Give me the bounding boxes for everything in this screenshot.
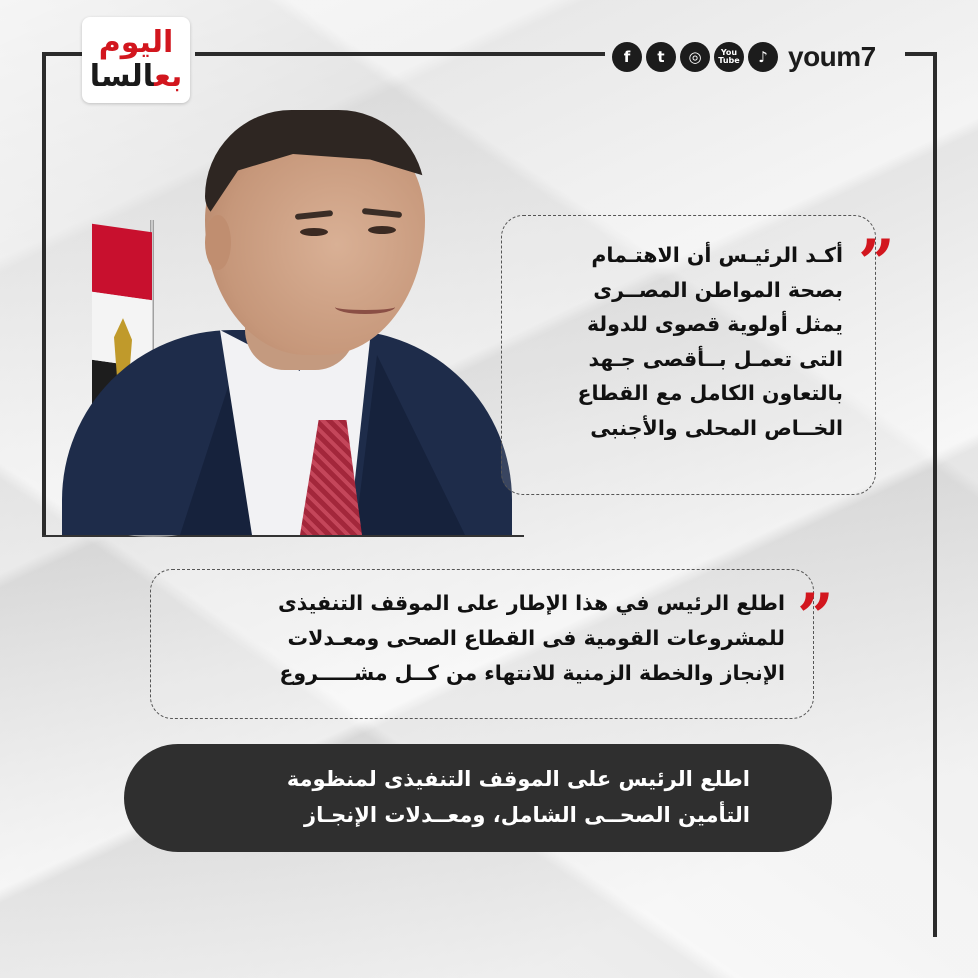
quote-2-line: للمشروعات القومية فى القطاع الصحى ومعـدلات xyxy=(287,626,785,650)
quote-1-line: بالتعاون الكامل مع القطاع xyxy=(577,381,843,405)
quote-1-line: أكـد الرئيـس أن الاهتـمام xyxy=(591,243,843,267)
frame-top-left xyxy=(42,52,82,56)
quote-text-1 xyxy=(535,238,843,445)
quote-1-line: يمثل أولوية قصوى للدولة xyxy=(586,312,843,336)
twitter-icon[interactable]: t xyxy=(646,42,676,72)
quote-2-line: اطلع الرئيس في هذا الإطار على الموقف التنفيذى xyxy=(277,591,785,615)
mouth xyxy=(335,300,395,314)
banner-line: اطلع الرئيس على الموقف التنفيذى لمنظومة xyxy=(286,767,750,791)
eye-left xyxy=(300,228,328,236)
brand-name: youm7 xyxy=(788,41,876,72)
logo-line-1: اليوم xyxy=(98,25,174,60)
social-bar xyxy=(612,40,876,74)
tiktok-icon[interactable]: ♪ xyxy=(748,42,778,72)
banner-line: التأمين الصحــى الشامل، ومعــدلات الإنجـاز xyxy=(304,803,750,827)
instagram-icon[interactable]: ◎ xyxy=(680,42,710,72)
frame-right xyxy=(933,52,937,937)
quote-1-line: التى تعمـل بــأقصى جـهد xyxy=(588,346,843,371)
eye-right xyxy=(368,226,396,234)
logo-line-2-red: بع xyxy=(154,59,183,94)
facebook-icon[interactable]: f xyxy=(612,42,642,72)
quote-1-line: بصحة المواطن المصــرى xyxy=(593,277,843,302)
quote-mark-2: ” xyxy=(797,580,834,655)
quote-mark-1: ” xyxy=(858,226,895,301)
summary-banner-text xyxy=(150,761,750,833)
youm7-logo xyxy=(82,17,190,103)
ear xyxy=(205,215,231,270)
youtube-icon[interactable]: You Tube xyxy=(714,42,744,72)
frame-top-middle xyxy=(195,52,605,56)
photo-baseline xyxy=(42,535,524,537)
quote-2-line: الإنجاز والخطة الزمنية للانتهاء من كــل مشـــــروع xyxy=(279,661,785,685)
flag-red-stripe xyxy=(92,224,152,300)
quote-1-line: الخــاص المحلى والأجنبى xyxy=(590,415,843,440)
logo-line-2-dark: السا xyxy=(89,59,155,94)
frame-left xyxy=(42,52,46,537)
logo-line-2 xyxy=(89,59,183,94)
quote-text-2 xyxy=(180,586,785,691)
